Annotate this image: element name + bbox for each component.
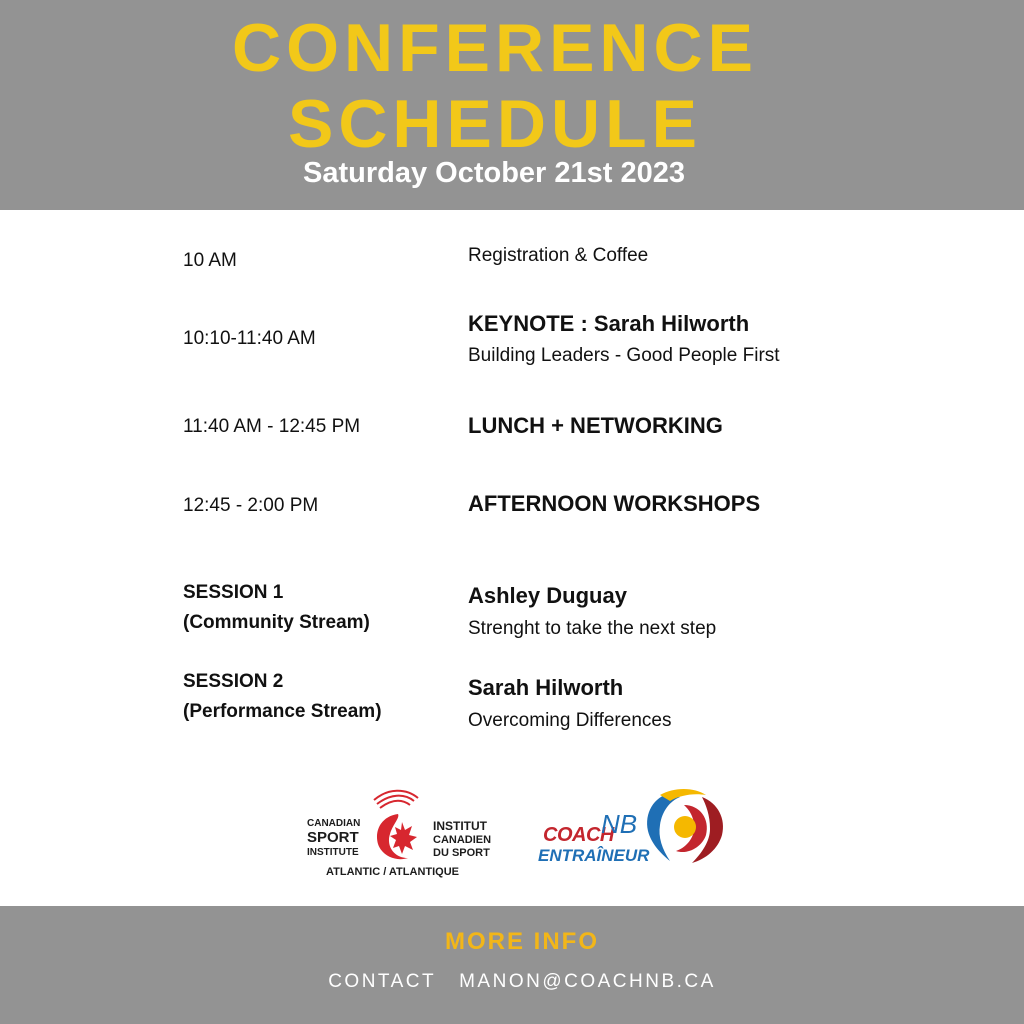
csi-text-canadien: CANADIEN	[433, 834, 492, 846]
sponsor-logos	[0, 780, 1024, 890]
csi-text-canadian: CANADIAN	[307, 818, 361, 829]
page-title-line2: SCHEDULE	[287, 86, 703, 162]
csi-text-institute: INSTITUTE	[307, 847, 359, 858]
footer-band	[0, 906, 1024, 1024]
coachnb-text-coach: COACH	[543, 824, 614, 846]
csi-text-region: ATLANTIC / ATLANTIQUE	[326, 866, 459, 878]
session-1-label: SESSION 1	[183, 582, 284, 603]
csi-maple-swoosh-icon	[368, 788, 432, 870]
more-info-heading: MORE INFO	[445, 928, 599, 955]
session-2-speaker: Sarah Hilworth	[468, 675, 624, 700]
coachnb-figure-icon	[640, 785, 730, 867]
page-title-line1: CONFERENCE	[231, 10, 759, 86]
csi-text-sport: SPORT	[307, 829, 359, 846]
session-2-label: SESSION 2	[183, 671, 284, 692]
schedule-time-3: 11:40 AM - 12:45 PM	[183, 416, 361, 437]
coachnb-text-entraineur: ENTRAÎNEUR	[538, 846, 650, 865]
csi-text-institut: INSTITUT	[433, 819, 487, 833]
schedule-time-2: 10:10-11:40 AM	[183, 328, 316, 349]
coachnb-text-nb: NB	[601, 809, 638, 839]
schedule-title-1: Registration & Coffee	[468, 245, 649, 266]
schedule-subtitle-2: Building Leaders - Good People First	[468, 345, 780, 366]
session-1-topic: Strenght to take the next step	[468, 618, 717, 639]
contact-email[interactable]: CONTACT MANON@COACHNB.CA	[328, 971, 716, 992]
event-date: Saturday October 21st 2023	[302, 157, 685, 189]
session-1-speaker: Ashley Duguay	[468, 583, 627, 608]
session-2-topic: Overcoming Differences	[468, 710, 672, 731]
session-1-stream: (Community Stream)	[183, 612, 370, 633]
schedule-title-2: KEYNOTE : Sarah Hilworth	[468, 311, 750, 336]
schedule-title-3: LUNCH + NETWORKING	[468, 413, 723, 438]
csi-text-du-sport: DU SPORT	[433, 847, 490, 859]
schedule-title-4: AFTERNOON WORKSHOPS	[468, 491, 761, 516]
schedule-time-1: 10 AM	[183, 250, 237, 271]
session-2-stream: (Performance Stream)	[183, 701, 382, 722]
schedule-time-4: 12:45 - 2:00 PM	[183, 495, 319, 516]
